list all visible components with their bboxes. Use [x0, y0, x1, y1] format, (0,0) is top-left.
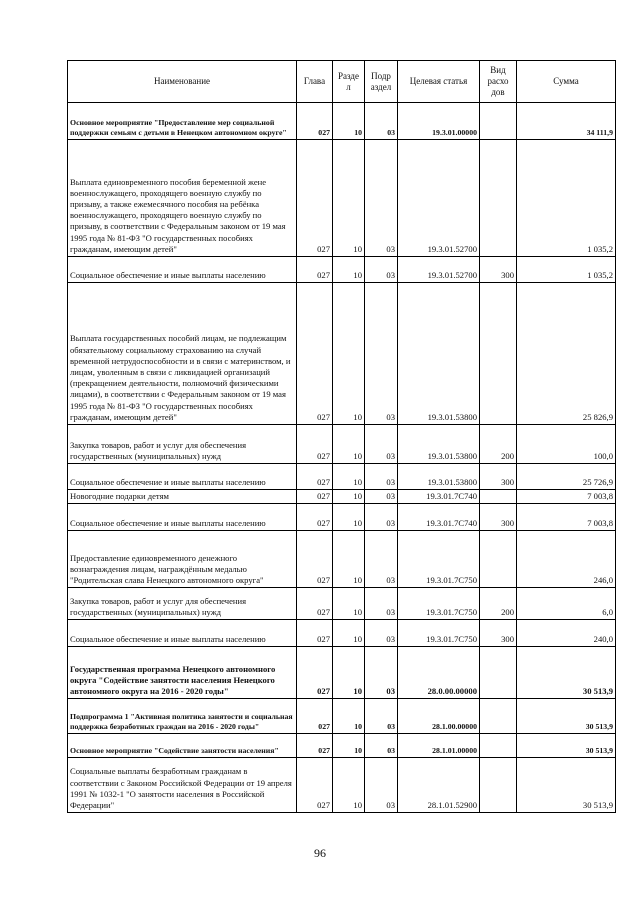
row-target: 19.3.01.00000 — [398, 103, 480, 140]
row-podrazdel: 03 — [365, 504, 398, 531]
row-target: 19.3.01.52700 — [398, 257, 480, 283]
table-row — [68, 283, 616, 425]
row-sum: 6,0 — [517, 588, 616, 620]
row-razdel: 10 — [333, 504, 365, 531]
row-glava: 027 — [297, 620, 333, 647]
row-sum: 7 003,8 — [517, 490, 616, 504]
row-podrazdel: 03 — [365, 103, 398, 140]
row-glava: 027 — [297, 257, 333, 283]
header-target: Целевая статья — [398, 61, 480, 103]
row-glava: 027 — [297, 103, 333, 140]
table-row — [68, 425, 616, 464]
row-vid: 300 — [480, 620, 517, 647]
row-target: 28.1.00.00000 — [398, 699, 480, 734]
row-sum: 25 726,9 — [517, 464, 616, 490]
row-target: 19.3.01.7C740 — [398, 504, 480, 531]
row-glava: 027 — [297, 504, 333, 531]
page-number: 96 — [314, 846, 326, 860]
table-row — [68, 103, 616, 140]
row-podrazdel: 03 — [365, 464, 398, 490]
header-glava: Глава — [297, 61, 333, 103]
row-vid — [480, 647, 517, 699]
row-sum: 25 826,9 — [517, 283, 616, 425]
row-name: Закупка товаров, работ и услуг для обеспечения государственных (муниципальных) нужд — [68, 588, 297, 620]
row-sum: 30 513,9 — [517, 734, 616, 758]
header-razdel: Разде л — [333, 61, 365, 103]
row-razdel: 10 — [333, 734, 365, 758]
table-row — [68, 140, 616, 257]
row-name: Подпрограмма 1 "Активная политика занятости и социальная поддержка безработных граждан на 2016 - 2020 годы" — [68, 699, 297, 734]
row-target: 28.0.00.00000 — [398, 647, 480, 699]
row-vid: 300 — [480, 504, 517, 531]
budget-table — [67, 60, 616, 813]
row-name: Социальные выплаты безработным гражданам в соответствии с Законом Российской Федерации от 19 апреля 1991 № 1032-1 "О занятости населения в Российской Федерации" — [68, 758, 297, 813]
row-glava: 027 — [297, 588, 333, 620]
table-row — [68, 464, 616, 490]
row-target: 19.3.01.53800 — [398, 425, 480, 464]
row-podrazdel: 03 — [365, 734, 398, 758]
row-name: Основное мероприятие "Содействие занятости населения" — [68, 734, 297, 758]
row-razdel: 10 — [333, 588, 365, 620]
table-row — [68, 531, 616, 588]
row-razdel: 10 — [333, 103, 365, 140]
row-vid — [480, 490, 517, 504]
row-sum: 240,0 — [517, 620, 616, 647]
row-name: Социальное обеспечение и иные выплаты населению — [68, 464, 297, 490]
row-razdel: 10 — [333, 283, 365, 425]
row-vid — [480, 734, 517, 758]
row-sum: 34 111,9 — [517, 103, 616, 140]
row-sum: 246,0 — [517, 531, 616, 588]
row-razdel: 10 — [333, 699, 365, 734]
row-target: 28.1.01.52900 — [398, 758, 480, 813]
row-name: Социальное обеспечение и иные выплаты населению — [68, 257, 297, 283]
header-podrazdel: Подр аздел — [365, 61, 398, 103]
row-razdel: 10 — [333, 257, 365, 283]
row-razdel: 10 — [333, 490, 365, 504]
row-glava: 027 — [297, 464, 333, 490]
table-row — [68, 699, 616, 734]
row-razdel: 10 — [333, 620, 365, 647]
row-name: Социальное обеспечение и иные выплаты населению — [68, 504, 297, 531]
row-sum: 30 513,9 — [517, 699, 616, 734]
row-vid — [480, 758, 517, 813]
row-target: 19.3.01.52700 — [398, 140, 480, 257]
row-sum: 30 513,9 — [517, 647, 616, 699]
row-razdel: 10 — [333, 758, 365, 813]
row-name: Основное мероприятие "Предоставление мер социальной поддержки семьям с детьми в Ненецком автономном округе" — [68, 103, 297, 140]
row-sum: 7 003,8 — [517, 504, 616, 531]
row-name: Государственная программа Ненецкого автономного округа "Содействие занятости населения Ненецкого автономного округа на 2016 - 2020 годы" — [68, 647, 297, 699]
row-vid — [480, 699, 517, 734]
row-vid — [480, 103, 517, 140]
row-name: Выплата государственных пособий лицам, не подлежащим обязательному социальному страхованию на случай временной нетрудоспособности и в связи с материнством, и лицам, уволенным в связи с ликвидацией организаций (прекращением деятельности, полномочий физическими лицами), в соответствии с Федеральным законом от 19 мая 1995 года № 81-ФЗ "О государственных пособиях гражданам, имеющим детей" — [68, 283, 297, 425]
row-name: Предоставление единовременного денежного вознаграждения лицам, награждённым медалью "Родительская слава Ненецкого автономного округа" — [68, 531, 297, 588]
row-glava: 027 — [297, 140, 333, 257]
table-row — [68, 620, 616, 647]
row-vid — [480, 531, 517, 588]
row-sum: 1 035,2 — [517, 140, 616, 257]
row-vid: 300 — [480, 464, 517, 490]
row-podrazdel: 03 — [365, 531, 398, 588]
row-glava: 027 — [297, 699, 333, 734]
row-glava: 027 — [297, 283, 333, 425]
row-target: 19.3.01.7C750 — [398, 531, 480, 588]
row-podrazdel: 03 — [365, 257, 398, 283]
row-glava: 027 — [297, 425, 333, 464]
row-vid — [480, 140, 517, 257]
row-razdel: 10 — [333, 464, 365, 490]
row-glava: 027 — [297, 647, 333, 699]
row-name: Социальное обеспечение и иные выплаты населению — [68, 620, 297, 647]
row-name: Закупка товаров, работ и услуг для обеспечения государственных (муниципальных) нужд — [68, 425, 297, 464]
row-podrazdel: 03 — [365, 490, 398, 504]
table-row — [68, 257, 616, 283]
row-podrazdel: 03 — [365, 647, 398, 699]
row-glava: 027 — [297, 758, 333, 813]
row-name: Новогодние подарки детям — [68, 490, 297, 504]
table-row — [68, 588, 616, 620]
row-podrazdel: 03 — [365, 588, 398, 620]
row-podrazdel: 03 — [365, 758, 398, 813]
table-row — [68, 758, 616, 813]
row-sum: 1 035,2 — [517, 257, 616, 283]
row-target: 19.3.01.7C750 — [398, 588, 480, 620]
table-row — [68, 490, 616, 504]
row-target: 19.3.01.7C750 — [398, 620, 480, 647]
row-razdel: 10 — [333, 531, 365, 588]
row-vid: 200 — [480, 588, 517, 620]
row-target: 19.3.01.7C740 — [398, 490, 480, 504]
row-sum: 30 513,9 — [517, 758, 616, 813]
row-glava: 027 — [297, 531, 333, 588]
header-row — [68, 61, 616, 103]
row-podrazdel: 03 — [365, 425, 398, 464]
table-row — [68, 504, 616, 531]
row-razdel: 10 — [333, 425, 365, 464]
row-vid: 300 — [480, 257, 517, 283]
table-row — [68, 647, 616, 699]
row-glava: 027 — [297, 734, 333, 758]
row-razdel: 10 — [333, 140, 365, 257]
row-target: 19.3.01.53800 — [398, 283, 480, 425]
row-target: 28.1.01.00000 — [398, 734, 480, 758]
header-name: Наименование — [68, 61, 297, 103]
row-glava: 027 — [297, 490, 333, 504]
row-name: Выплата единовременного пособия беременной жене военнослужащего, проходящего военную службу по призыву, а также ежемесячного пособия на ребёнка военнослужащего, проходящего военную службу по призыву, в соответствии с Федеральным законом от 19 мая 1995 года № 81-ФЗ "О государственных пособиях гражданам, имеющим детей" — [68, 140, 297, 257]
row-vid: 200 — [480, 425, 517, 464]
row-razdel: 10 — [333, 647, 365, 699]
header-vid: Вид расхо дов — [480, 61, 517, 103]
row-podrazdel: 03 — [365, 140, 398, 257]
row-vid — [480, 283, 517, 425]
row-target: 19.3.01.53800 — [398, 464, 480, 490]
header-sum: Сумма — [517, 61, 616, 103]
row-podrazdel: 03 — [365, 699, 398, 734]
row-podrazdel: 03 — [365, 283, 398, 425]
row-podrazdel: 03 — [365, 620, 398, 647]
table-row — [68, 734, 616, 758]
row-sum: 100,0 — [517, 425, 616, 464]
